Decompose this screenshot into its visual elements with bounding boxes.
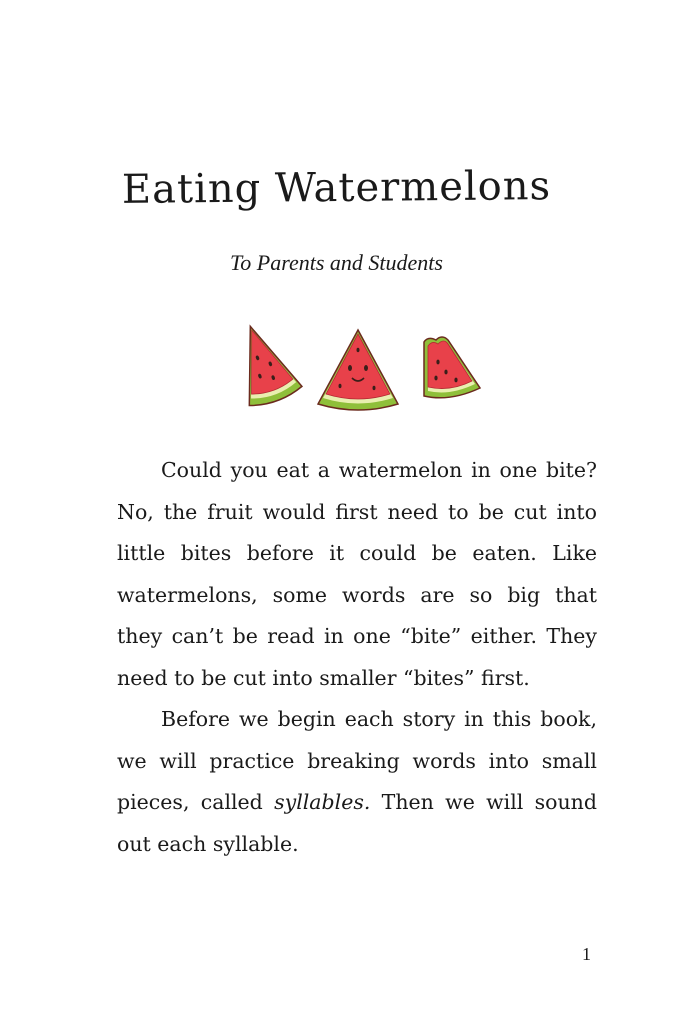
watermelon-illustration <box>0 318 673 418</box>
watermelon-slice-icon <box>224 318 304 410</box>
page-number: 1 <box>582 944 591 964</box>
paragraph <box>117 699 597 865</box>
page-title: Eating Watermelons <box>121 162 552 213</box>
body-text <box>117 450 597 865</box>
page-subtitle: To Parents and Students <box>230 250 443 275</box>
paragraph-text: Could you eat a watermelon in one bite? No, the fruit would first need to be cut into little bites before it could be eaten. Like watermelons, some words are so big that they can’t be read in one “bite” either. They need to be cut into smaller “bites” first. <box>117 458 597 690</box>
watermelon-slice-face-icon <box>318 330 398 410</box>
emphasized-term: syllables. <box>274 790 371 814</box>
paragraph <box>117 450 597 699</box>
paragraph-text: Before we begin each story in this book, we will practice breaking words into small pieces, called <box>117 707 597 814</box>
watermelon-slice-bitten-icon <box>424 337 480 398</box>
paragraph-text: Then we will sound out each syllable. <box>117 790 597 856</box>
